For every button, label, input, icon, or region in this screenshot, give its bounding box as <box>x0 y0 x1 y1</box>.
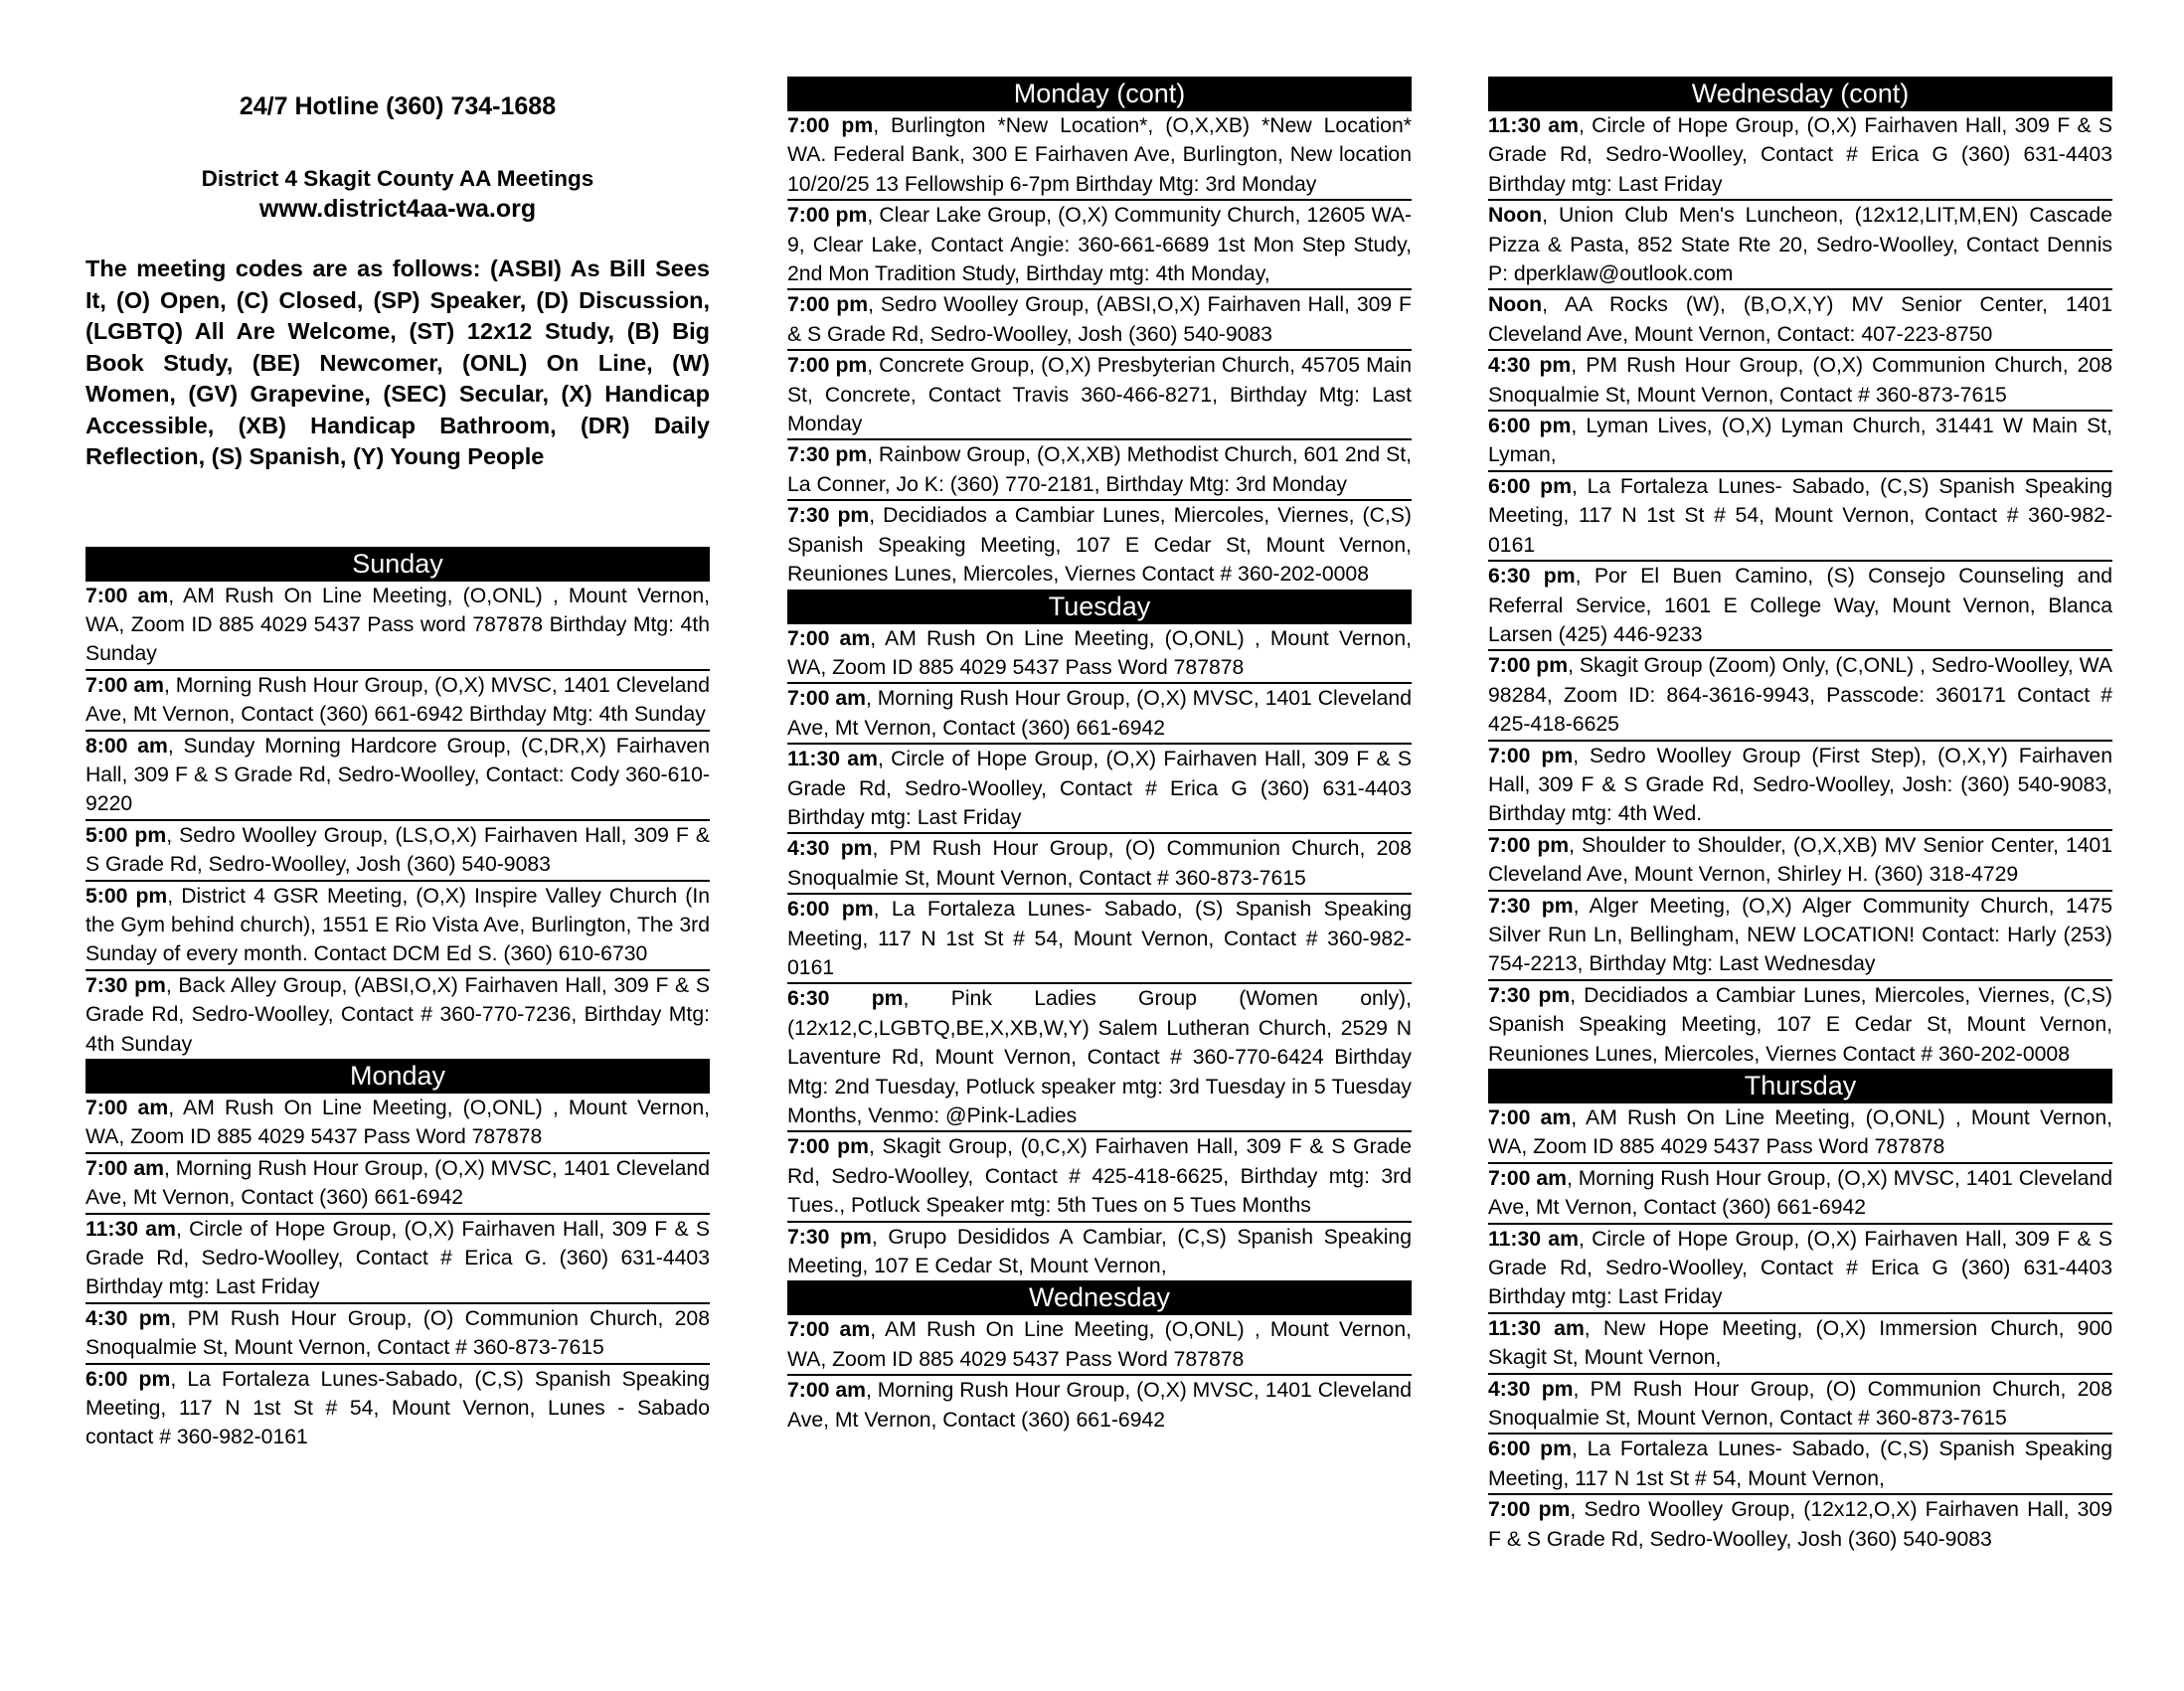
meeting-time: 7:00 am <box>85 1156 164 1180</box>
meeting-entry <box>787 111 1412 201</box>
meeting-time: 7:30 pm <box>1488 894 1574 918</box>
day-section-monday-cont <box>787 77 1412 590</box>
meeting-entry <box>1488 201 2112 290</box>
meeting-details: , Circle of Hope Group, (O,X) Fairhaven Hall, 309 F & S Grade Rd, Sedro-Woolley, Contact # Erica G. (360) 631-4403 Birthday mtg: Last Friday <box>85 1217 710 1299</box>
meeting-time: 7:30 pm <box>787 504 870 528</box>
meeting-entry <box>1488 472 2112 562</box>
meeting-details: , Alger Meeting, (O,X) Alger Community Church, 1475 Silver Run Ln, Bellingham, NEW LOCATION! Contact: Harly (253) 754-2213, Birthday Mtg: Last Wednesday <box>1488 894 2112 976</box>
meeting-entry <box>85 821 710 882</box>
meeting-time: 7:00 pm <box>1488 654 1569 678</box>
district-heading <box>85 163 710 225</box>
meeting-time: 4:30 pm <box>1488 1377 1574 1401</box>
column-3 <box>1488 0 2112 1554</box>
day-section-tuesday <box>787 590 1412 1281</box>
meeting-time: 7:00 am <box>85 1097 169 1119</box>
meeting-entry <box>787 1315 1412 1376</box>
meeting-entry <box>1488 742 2112 831</box>
meeting-details: , La Fortaleza Lunes-Sabado, (C,S) Spanish Speaking Meeting, 117 N 1st St # 54, Mount Vernon, Lunes - Sabado contact # 360-982-0161 <box>85 1367 710 1449</box>
meeting-entry <box>1488 831 2112 892</box>
meeting-details: , PM Rush Hour Group, (O) Communion Church, 208 Snoqualmie St, Mount Vernon, Contact # 360-873-7615 <box>787 837 1412 890</box>
meeting-time: 7:00 am <box>787 1318 871 1342</box>
meeting-codes-legend: The meeting codes are as follows: (ASBI) As Bill Sees It, (O) Open, (C) Closed, (SP) Speaker, (D) Discussion, (LGBTQ) All Are Welcome, (ST) 12x12 Study, (B) Big Book Study, (BE) Newcomer, (ONL) On Line, (W) Women, (GV) Grapevine, (SEC) Secular, (X) Handicap Accessible, (XB) Handicap Bathroom, (DR) Daily Reflection, (S) Spanish, (Y) Young People <box>85 255 710 469</box>
meeting-details: , La Fortaleza Lunes- Sabado, (C,S) Spanish Speaking Meeting, 117 N 1st St # 54, Mount Vernon, Contact # 360-982-0161 <box>1488 474 2112 557</box>
meeting-time: 7:30 pm <box>1488 983 1571 1007</box>
meeting-details: , Shoulder to Shoulder, (O,X,XB) MV Senior Center, 1401 Cleveland Ave, Mount Vernon, Shirley H. (360) 318-4729 <box>1488 833 2112 887</box>
meeting-entry <box>787 1376 1412 1435</box>
meeting-entry <box>85 1304 710 1365</box>
meeting-details: , Morning Rush Hour Group, (O,X) MVSC, 1401 Cleveland Ave, Mt Vernon, Contact (360) 661-6942 <box>787 687 1412 740</box>
meeting-details: , Skagit Group (Zoom) Only, (C,ONL) , Sedro-Woolley, WA 98284, Zoom ID: 864-3616-9943, Passcode: 360171 Contact # 425-418-6625 <box>1488 654 2113 737</box>
meeting-time: 7:00 am <box>787 687 866 711</box>
day-header: Sunday <box>85 547 710 582</box>
meeting-details: , Clear Lake Group, (O,X) Community Church, 12605 WA-9, Clear Lake, Contact Angie: 360-661-6689 1st Mon Step Study, 2nd Mon Tradition Study, Birthday mtg: 4th Monday, <box>787 204 1413 286</box>
meeting-entry <box>787 501 1412 589</box>
meeting-details: , AM Rush On Line Meeting, (O,ONL) , Mount Vernon, WA, Zoom ID 885 4029 5437 Pass Word 787878 <box>85 1097 710 1149</box>
meeting-time: 5:00 pm <box>85 823 167 847</box>
meeting-entry <box>787 834 1412 895</box>
meeting-entry <box>787 1132 1412 1222</box>
meeting-entry <box>1488 892 2112 981</box>
meeting-time: 7:00 pm <box>787 1135 869 1159</box>
meeting-details: , Rainbow Group, (O,X,XB) Methodist Church, 601 2nd St, La Conner, Jo K: (360) 770-2181, Birthday Mtg: 3rd Monday <box>787 443 1412 496</box>
meeting-entry <box>85 732 710 821</box>
meeting-details: , La Fortaleza Lunes- Sabado, (S) Spanish Speaking Meeting, 117 N 1st St # 54, Mount Vernon, Contact # 360-982-0161 <box>787 898 1413 979</box>
meeting-entry <box>1488 1225 2112 1314</box>
meeting-time: 11:30 am <box>787 748 878 771</box>
meeting-entry <box>1488 1435 2112 1495</box>
meeting-time: 6:00 pm <box>1488 474 1572 498</box>
meeting-details: , Circle of Hope Group, (O,X) Fairhaven Hall, 309 F & S Grade Rd, Sedro-Woolley, Contact # Erica G (360) 631-4403 Birthday mtg: Last Friday <box>787 748 1412 829</box>
column-2 <box>787 0 1412 1435</box>
meeting-details: , Union Club Men's Luncheon, (12x12,LIT,M,EN) Cascade Pizza & Pasta, 852 State Rte 20, Sedro-Woolley, Contact Dennis P: dperklaw@outlook.com <box>1488 204 2112 286</box>
meeting-time: 7:30 pm <box>85 973 166 997</box>
day-header: Monday (cont) <box>787 77 1412 111</box>
meeting-details: , AM Rush On Line Meeting, (O,ONL) , Mount Vernon, WA, Zoom ID 885 4029 5437 Pass Word 787878 <box>787 1318 1412 1371</box>
meeting-time: 7:00 pm <box>787 293 869 317</box>
meeting-entry <box>787 684 1412 745</box>
meeting-details: , Morning Rush Hour Group, (O,X) MVSC, 1401 Cleveland Ave, Mt Vernon, Contact (360) 661-6942 <box>1488 1166 2112 1220</box>
meeting-details: , Back Alley Group, (ABSI,O,X) Fairhaven Hall, 309 F & S Grade Rd, Sedro-Woolley, Contact # 360-770-7236, Birthday Mtg: 4th Sunday <box>85 973 710 1056</box>
meeting-time: 7:00 pm <box>1488 1498 1571 1522</box>
day-section-thursday <box>1488 1069 2112 1554</box>
meeting-time: 7:00 am <box>787 1379 866 1403</box>
meeting-details: , Morning Rush Hour Group, (O,X) MVSC, 1401 Cleveland Ave, Mt Vernon, Contact (360) 661-6942 Birthday Mtg: 4th Sunday <box>85 673 710 727</box>
meeting-details: , PM Rush Hour Group, (O) Communion Church, 208 Snoqualmie St, Mount Vernon, Contact # 360-873-7615 <box>85 1306 710 1360</box>
day-header: Thursday <box>1488 1069 2112 1103</box>
meeting-details: , PM Rush Hour Group, (O) Communion Church, 208 Snoqualmie St, Mount Vernon, Contact # 360-873-7615 <box>1488 1377 2112 1431</box>
meeting-time: 11:30 am <box>1488 1316 1585 1340</box>
meeting-details: , Sedro Woolley Group, (ABSI,O,X) Fairhaven Hall, 309 F & S Grade Rd, Sedro-Woolley, Josh (360) 540-9083 <box>787 293 1413 346</box>
meeting-time: 7:00 pm <box>1488 833 1570 857</box>
meeting-entry <box>85 971 710 1059</box>
meeting-entry <box>1488 1314 2112 1375</box>
meeting-time: 5:00 pm <box>85 884 168 908</box>
district-title: District 4 Skagit County AA Meetings <box>201 166 594 191</box>
column-1 <box>85 0 710 1452</box>
meeting-entry <box>787 745 1412 834</box>
meeting-entry <box>1488 1495 2112 1554</box>
meeting-time: 7:00 pm <box>787 114 874 137</box>
meeting-time: Noon <box>1488 204 1543 228</box>
meeting-entry <box>85 1215 710 1304</box>
meeting-entry <box>1488 651 2112 741</box>
meeting-details: , Decidiados a Cambiar Lunes, Miercoles, Viernes, (C,S) Spanish Speaking Meeting, 107 E Cedar St, Mount Vernon, Reuniones Lunes, Miercoles, Viernes Contact # 360-202-0008 <box>1488 983 2112 1066</box>
day-section-wednesday-cont <box>1488 77 2112 1069</box>
meeting-details: , Sedro Woolley Group, (12x12,O,X) Fairhaven Hall, 309 F & S Grade Rd, Sedro-Woolley, Josh (360) 540-9083 <box>1488 1498 2112 1551</box>
meeting-details: , Sedro Woolley Group, (LS,O,X) Fairhaven Hall, 309 F & S Grade Rd, Sedro-Woolley, Josh (360) 540-9083 <box>85 823 711 877</box>
meeting-entry <box>1488 981 2112 1069</box>
meeting-details: , Lyman Lives, (O,X) Lyman Church, 31441 W Main St, Lyman, <box>1488 415 2113 467</box>
meeting-time: 4:30 pm <box>85 1306 171 1330</box>
meeting-details: , AM Rush On Line Meeting, (O,ONL) , Mount Vernon, WA, Zoom ID 885 4029 5437 Pass Word 787878 <box>787 626 1412 679</box>
meeting-details: , AA Rocks (W), (B,O,X,Y) MV Senior Center, 1401 Cleveland Ave, Mount Vernon, Contact: 407-223-8750 <box>1488 293 2112 346</box>
meeting-time: 7:00 am <box>85 584 169 607</box>
meeting-time: 7:00 am <box>787 626 871 650</box>
meeting-entry <box>1488 351 2112 412</box>
meeting-details: , Por El Buen Camino, (S) Consejo Counseling and Referral Service, 1601 E College Way, Mount Vernon, Blanca Larsen (425) 446-9233 <box>1488 565 2112 646</box>
meeting-details: , PM Rush Hour Group, (O,X) Communion Church, 208 Snoqualmie St, Mount Vernon, Contact # 360-873-7615 <box>1488 354 2113 407</box>
meeting-details: , Circle of Hope Group, (O,X) Fairhaven Hall, 309 F & S Grade Rd, Sedro-Woolley, Contact # Erica G (360) 631-4403 Birthday mtg: Last Friday <box>1488 1227 2112 1309</box>
meeting-entry <box>787 351 1412 440</box>
meeting-entry <box>1488 412 2112 472</box>
meeting-time: 7:00 pm <box>787 354 868 378</box>
meeting-entry <box>1488 290 2112 351</box>
meeting-details: , Skagit Group, (0,C,X) Fairhaven Hall, 309 F & S Grade Rd, Sedro-Woolley, Contact # 425-418-6625, Birthday mtg: 3rd Tues., Potluck Speaker mtg: 5th Tues on 5 Tues Months <box>787 1135 1413 1218</box>
meeting-entry <box>85 1154 710 1215</box>
meeting-details: , Sedro Woolley Group (First Step), (O,X,Y) Fairhaven Hall, 309 F & S Grade Rd, Sedro-Woolley, Josh: (360) 540-9083, Birthday mtg: 4th Wed. <box>1488 744 2113 826</box>
meeting-entry <box>85 582 710 671</box>
meeting-entry <box>1488 562 2112 651</box>
meeting-entry <box>787 290 1412 351</box>
meeting-time: 8:00 am <box>85 734 168 758</box>
meeting-details: , Concrete Group, (O,X) Presbyterian Church, 45705 Main St, Concrete, Contact Travis 360-466-8271, Birthday Mtg: Last Monday <box>787 354 1412 436</box>
meeting-details: , District 4 GSR Meeting, (O,X) Inspire Valley Church (In the Gym behind church), 1551 E Rio Vista Ave, Burlington, The 3rd Sunday of every month. Contact DCM Ed S. (360) 610-6730 <box>85 884 711 966</box>
meeting-time: 6:00 pm <box>787 898 874 922</box>
meeting-entry <box>787 895 1412 984</box>
day-header: Tuesday <box>787 590 1412 624</box>
day-section-sunday <box>85 547 710 1060</box>
meeting-time: 11:30 am <box>85 1217 176 1241</box>
website-link[interactable]: www.district4aa-wa.org <box>258 195 537 223</box>
meeting-time: 7:00 pm <box>1488 744 1574 767</box>
meeting-time: 7:00 am <box>1488 1106 1572 1129</box>
meeting-entry <box>85 1365 710 1452</box>
day-header: Wednesday <box>787 1280 1412 1315</box>
meeting-details: , AM Rush On Line Meeting, (O,ONL) , Mount Vernon, WA, Zoom ID 885 4029 5437 Pass word 787878 Birthday Mtg: 4th Sunday <box>85 584 710 666</box>
meeting-time: 4:30 pm <box>1488 354 1572 378</box>
meeting-time: 6:00 pm <box>85 1367 171 1391</box>
meeting-entry <box>1488 1103 2112 1164</box>
meeting-entry <box>85 882 710 971</box>
day-section-monday <box>85 1059 710 1452</box>
meeting-time: 7:00 pm <box>787 204 868 228</box>
meeting-entry <box>787 440 1412 501</box>
meeting-entry <box>85 671 710 732</box>
meeting-details: , Circle of Hope Group, (O,X) Fairhaven Hall, 309 F & S Grade Rd, Sedro-Woolley, Contact # Erica G (360) 631-4403 Birthday mtg: Last Friday <box>1488 114 2112 196</box>
meeting-details: , La Fortaleza Lunes- Sabado, (C,S) Spanish Speaking Meeting, 117 N 1st St # 54, Mount Vernon, <box>1488 1437 2112 1490</box>
meeting-time: 11:30 am <box>1488 1227 1579 1251</box>
meeting-time: 11:30 am <box>1488 114 1579 137</box>
meeting-entry <box>1488 1164 2112 1225</box>
meeting-details: , Decidiados a Cambiar Lunes, Miercoles, Viernes, (C,S) Spanish Speaking Meeting, 107 E Cedar St, Mount Vernon, Reuniones Lunes, Miercoles, Viernes Contact # 360-202-0008 <box>787 504 1412 587</box>
meeting-entry <box>787 201 1412 290</box>
meeting-entry <box>787 1223 1412 1281</box>
meeting-time: 6:30 pm <box>787 987 904 1011</box>
day-header: Monday <box>85 1059 710 1094</box>
meeting-entry <box>787 624 1412 685</box>
meeting-details: , Sunday Morning Hardcore Group, (C,DR,X) Fairhaven Hall, 309 F & S Grade Rd, Sedro-Woolley, Contact: Cody 360-610-9220 <box>85 734 710 816</box>
meeting-entry <box>787 984 1412 1132</box>
meeting-entry <box>1488 111 2112 201</box>
meeting-time: 7:30 pm <box>787 1225 872 1249</box>
meeting-time: 4:30 pm <box>787 837 873 861</box>
meeting-details: , Grupo Desididos A Cambiar, (C,S) Spanish Speaking Meeting, 107 E Cedar St, Mount Vernon, <box>787 1225 1413 1278</box>
meeting-entry <box>85 1094 710 1154</box>
meeting-time: 7:00 am <box>85 673 164 697</box>
meeting-details: , Pink Ladies Group (Women only), (12x12,C,LGBTQ,BE,X,XB,W,Y) Salem Lutheran Church, 2529 N Laventure Rd, Mount Vernon, Contact # 360-770-6424 Birthday Mtg: 2nd Tuesday, Potluck speaker mtg: 3rd Tuesday in 5 Tuesday Months, Venmo: @Pink-Ladies <box>787 987 1413 1127</box>
meeting-time: 7:00 am <box>1488 1166 1567 1190</box>
meeting-time: 6:00 pm <box>1488 1437 1572 1461</box>
meeting-details: , Morning Rush Hour Group, (O,X) MVSC, 1401 Cleveland Ave, Mt Vernon, Contact (360) 661-6942 <box>85 1156 710 1210</box>
meeting-time: 6:00 pm <box>1488 415 1572 438</box>
meeting-time: 7:30 pm <box>787 443 868 467</box>
meeting-details: , Morning Rush Hour Group, (O,X) MVSC, 1401 Cleveland Ave, Mt Vernon, Contact (360) 661-6942 <box>787 1379 1412 1432</box>
meeting-details: , New Hope Meeting, (O,X) Immersion Church, 900 Skagit St, Mount Vernon, <box>1488 1316 2113 1370</box>
meeting-details: , Burlington *New Location*, (O,X,XB) *New Location* WA. Federal Bank, 300 E Fairhaven Ave, Burlington, New location 10/20/25 13 Fellowship 6-7pm Birthday Mtg: 3rd Monday <box>787 114 1412 196</box>
meeting-entry <box>1488 1375 2112 1436</box>
day-header: Wednesday (cont) <box>1488 77 2112 111</box>
hotline-heading: 24/7 Hotline (360) 734-1688 <box>239 92 557 120</box>
meeting-time: Noon <box>1488 293 1543 317</box>
meeting-details: , AM Rush On Line Meeting, (O,ONL) , Mount Vernon, WA, Zoom ID 885 4029 5437 Pass Word 787878 <box>1488 1106 2112 1159</box>
day-section-wednesday <box>787 1280 1412 1435</box>
meeting-time: 6:30 pm <box>1488 565 1576 589</box>
